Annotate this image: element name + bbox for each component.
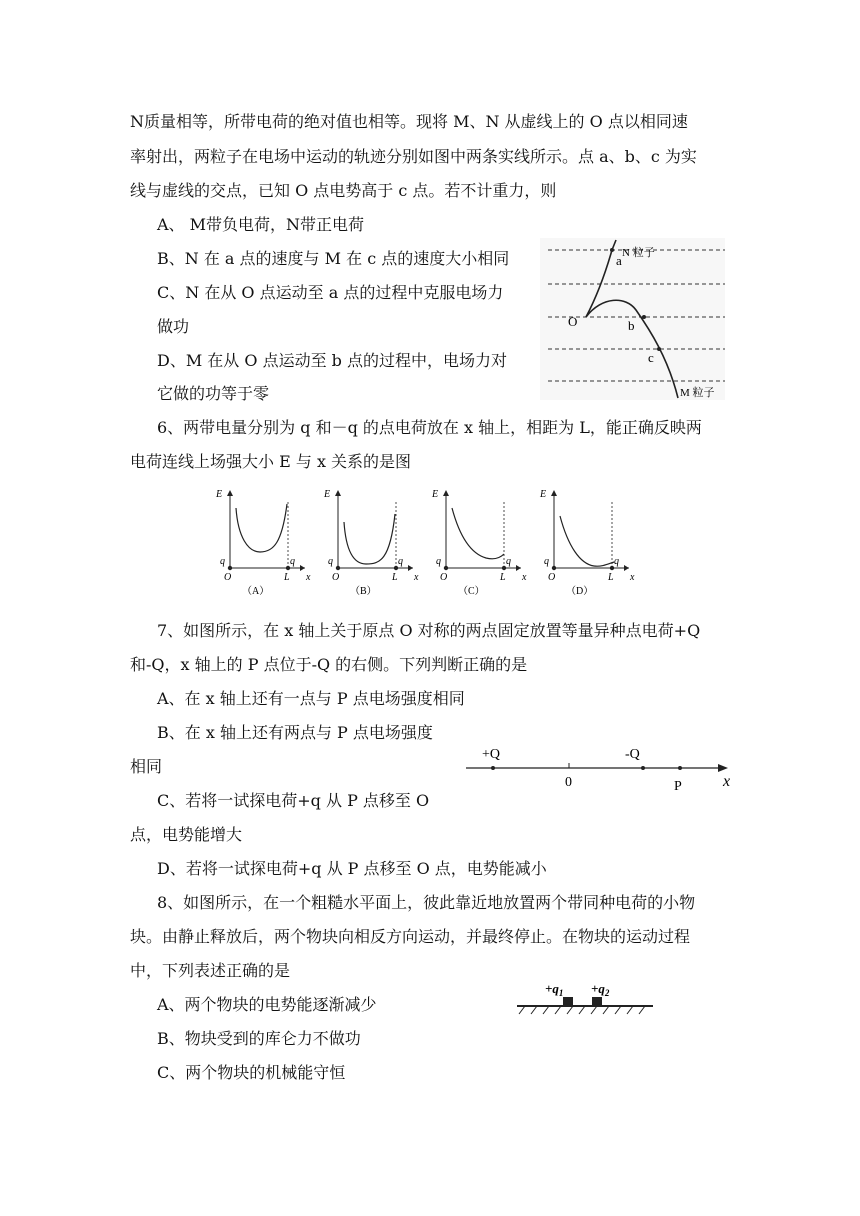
q8-line-1: 8、如图所示，在一个粗糙水平面上，彼此靠近地放置两个带同种电荷的小物 — [157, 893, 696, 912]
axis-x-label: x — [630, 572, 635, 583]
q8-option-c: C、两个物块的机械能守恒 — [157, 1063, 346, 1082]
q2-label: $+q_2$ — [591, 981, 610, 998]
intro-line-2: 率射出，两粒子在电场中运动的轨迹分别如图中两条实线所示。点 a、b、c 为实 — [130, 147, 697, 166]
blocks-figure — [515, 978, 655, 1018]
q1-label: $+q_1$ — [545, 981, 564, 998]
trajectory-figure — [540, 238, 725, 400]
caption-a: （A） — [242, 586, 270, 597]
q7-option-d: D、若将一试探电荷+q 从 P 点移至 O 点，电势能减小 — [157, 859, 547, 878]
l-label: L — [284, 572, 290, 583]
label-b: b — [628, 318, 635, 333]
x-axis-arrow — [718, 764, 728, 772]
q-label-left: q — [544, 556, 549, 567]
q-label-right: q — [614, 556, 619, 567]
q-label-left: q — [328, 556, 333, 567]
q8-line-3: 中，下列表述正确的是 — [130, 961, 291, 980]
q5-option-b: B、N 在 a 点的速度与 M 在 c 点的速度大小相同 — [157, 249, 510, 268]
axis-x-label: x — [522, 572, 527, 583]
q7-option-c-cont: 点，电势能增大 — [130, 825, 243, 844]
q8-option-a: A、两个物块的电势能逐渐减少 — [157, 995, 377, 1014]
point-c — [657, 347, 661, 351]
axis-e-label: E — [216, 489, 223, 500]
origin-label: O — [332, 572, 340, 583]
point-a — [610, 248, 614, 252]
q6-line-1: 6、两带电量分别为 q 和－q 的点电荷放在 x 轴上，相距为 L，能正确反映两 — [157, 418, 702, 437]
minus-q-point — [641, 766, 645, 770]
q7-option-a: A、在 x 轴上还有一点与 P 点电场强度相同 — [157, 689, 465, 708]
graph-b — [323, 489, 419, 597]
l-label: L — [608, 572, 614, 583]
intro-line-1: N质量相等，所带电荷的绝对值也相等。现将 M、N 从虚线上的 O 点以相同速 — [130, 112, 688, 131]
q8-option-b: B、物块受到的库仑力不做功 — [157, 1029, 361, 1048]
caption-b: （B） — [350, 586, 377, 597]
q5-option-a: A、 M带负电荷，N带正电荷 — [157, 215, 365, 234]
origin-label: O — [224, 572, 232, 583]
p-point — [678, 766, 682, 770]
axis-e-label: E — [324, 489, 331, 500]
label-n-particle: N 粒子 — [622, 247, 655, 259]
x-axis-charges-figure — [460, 740, 740, 798]
label-c: c — [648, 350, 654, 365]
q-label-left: q — [436, 556, 441, 567]
l-label: L — [392, 572, 398, 583]
block-q2 — [592, 997, 602, 1006]
q-label-right: q — [506, 556, 511, 567]
p-label: P — [674, 779, 682, 794]
q7-option-b: B、在 x 轴上还有两点与 P 点电场强度 — [157, 723, 433, 742]
plus-q-point — [491, 766, 495, 770]
point-b — [642, 315, 646, 319]
q7-option-b-cont: 相同 — [130, 757, 163, 776]
e-x-graphs-figure — [210, 482, 645, 602]
q7-option-c: C、若将一试探电荷+q 从 P 点移至 O — [157, 791, 430, 810]
l-label: L — [500, 572, 506, 583]
caption-c: （C） — [458, 586, 485, 597]
axis-x-label: x — [306, 572, 311, 583]
q7-line-1: 7、如图所示，在 x 轴上关于原点 O 对称的两点固定放置等量异种点电荷+Q — [157, 621, 701, 640]
q5-option-d-cont: 它做的功等于零 — [157, 384, 270, 403]
q6-line-2: 电荷连线上场强大小 E 与 x 关系的是图 — [130, 452, 412, 471]
intro-line-3: 线与虚线的交点，已知 O 点电势高于 c 点。若不计重力，则 — [130, 181, 557, 200]
origin-label: O — [440, 572, 448, 583]
caption-d: （D） — [566, 586, 594, 597]
minus-q-label: -Q — [625, 747, 640, 762]
q-label-left: q — [220, 556, 225, 567]
label-a: a — [616, 253, 622, 268]
x-label: x — [723, 773, 731, 790]
q7-line-2: 和-Q，x 轴上的 P 点位于-Q 的右侧。下列判断正确的是 — [130, 655, 528, 674]
axis-x-label: x — [414, 572, 419, 583]
q8-line-2: 块。由静止释放后，两个物块向相反方向运动，并最终停止。在物块的运动过程 — [130, 927, 691, 946]
ground-hatching — [519, 1006, 645, 1014]
q-label-right: q — [290, 556, 295, 567]
origin-label: O — [548, 572, 556, 583]
q5-option-c: C、N 在从 O 点运动至 a 点的过程中克服电场力 — [157, 283, 504, 302]
block-q1 — [563, 997, 573, 1006]
axis-e-label: E — [540, 489, 547, 500]
graph-d — [539, 489, 635, 597]
axis-e-label: E — [432, 489, 439, 500]
q5-option-d: D、M 在从 O 点运动至 b 点的过程中，电场力对 — [157, 351, 508, 370]
q-label-right: q — [398, 556, 403, 567]
zero-label: 0 — [565, 775, 572, 790]
label-o: O — [568, 314, 578, 329]
graph-a — [215, 489, 311, 597]
plus-q-label: +Q — [482, 747, 501, 762]
q5-option-c-cont: 做功 — [157, 317, 190, 336]
graph-c — [431, 489, 527, 597]
label-m-particle: M 粒子 — [680, 387, 715, 399]
